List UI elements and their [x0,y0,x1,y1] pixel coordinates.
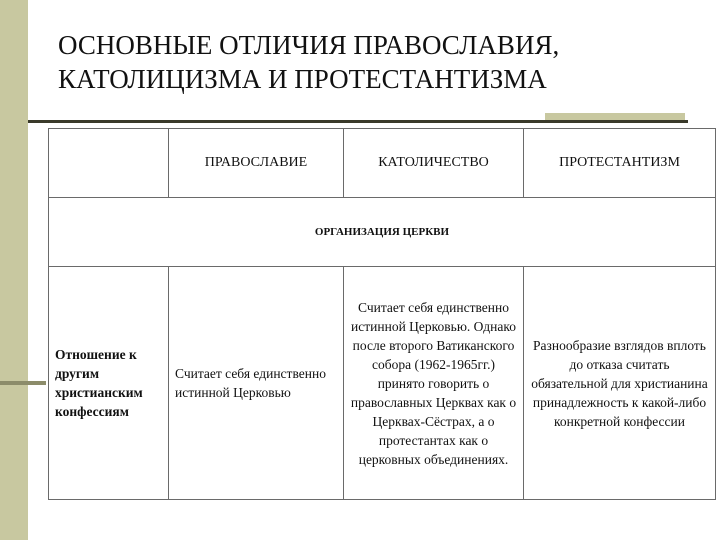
row-label-relations: Отношение к другим христианским конфессиям [49,267,169,500]
section-title-church-organization: ОРГАНИЗАЦИЯ ЦЕРКВИ [49,198,716,267]
side-accent-notch [0,381,46,385]
title-divider [28,120,688,123]
header-protestantism: ПРОТЕСТАНТИЗМ [524,129,716,198]
slide-title-line-2: КАТОЛИЦИЗМА И ПРОТЕСТАНТИЗМА [58,64,547,94]
header-row [49,129,716,198]
cell-orthodoxy: Считает себя единственно истинной Церковью [169,267,344,500]
side-accent-bar [0,0,28,540]
cell-protestantism: Разнообразие взглядов вплоть до отказа считать обязательной для христианина принадлежность к какой-либо конкретной конфессии [524,267,716,500]
cell-catholicism: Считает себя единственно истинной Церковью. Однако после второго Ватиканского собора (1962-1965гг.) принято говорить о православных Церквах как о Церквах-Сёстрах, а о протестантах как о церковных объединениях. [344,267,524,500]
section-row [49,198,716,267]
slide-title-line-1: ОСНОВНЫЕ ОТЛИЧИЯ ПРАВОСЛАВИЯ, [58,30,560,60]
slide-title [58,28,678,96]
header-cell-empty [49,129,169,198]
comparison-table [48,128,716,500]
header-catholicism: КАТОЛИЧЕСТВО [344,129,524,198]
table-row [49,267,716,500]
header-orthodoxy: ПРАВОСЛАВИЕ [169,129,344,198]
